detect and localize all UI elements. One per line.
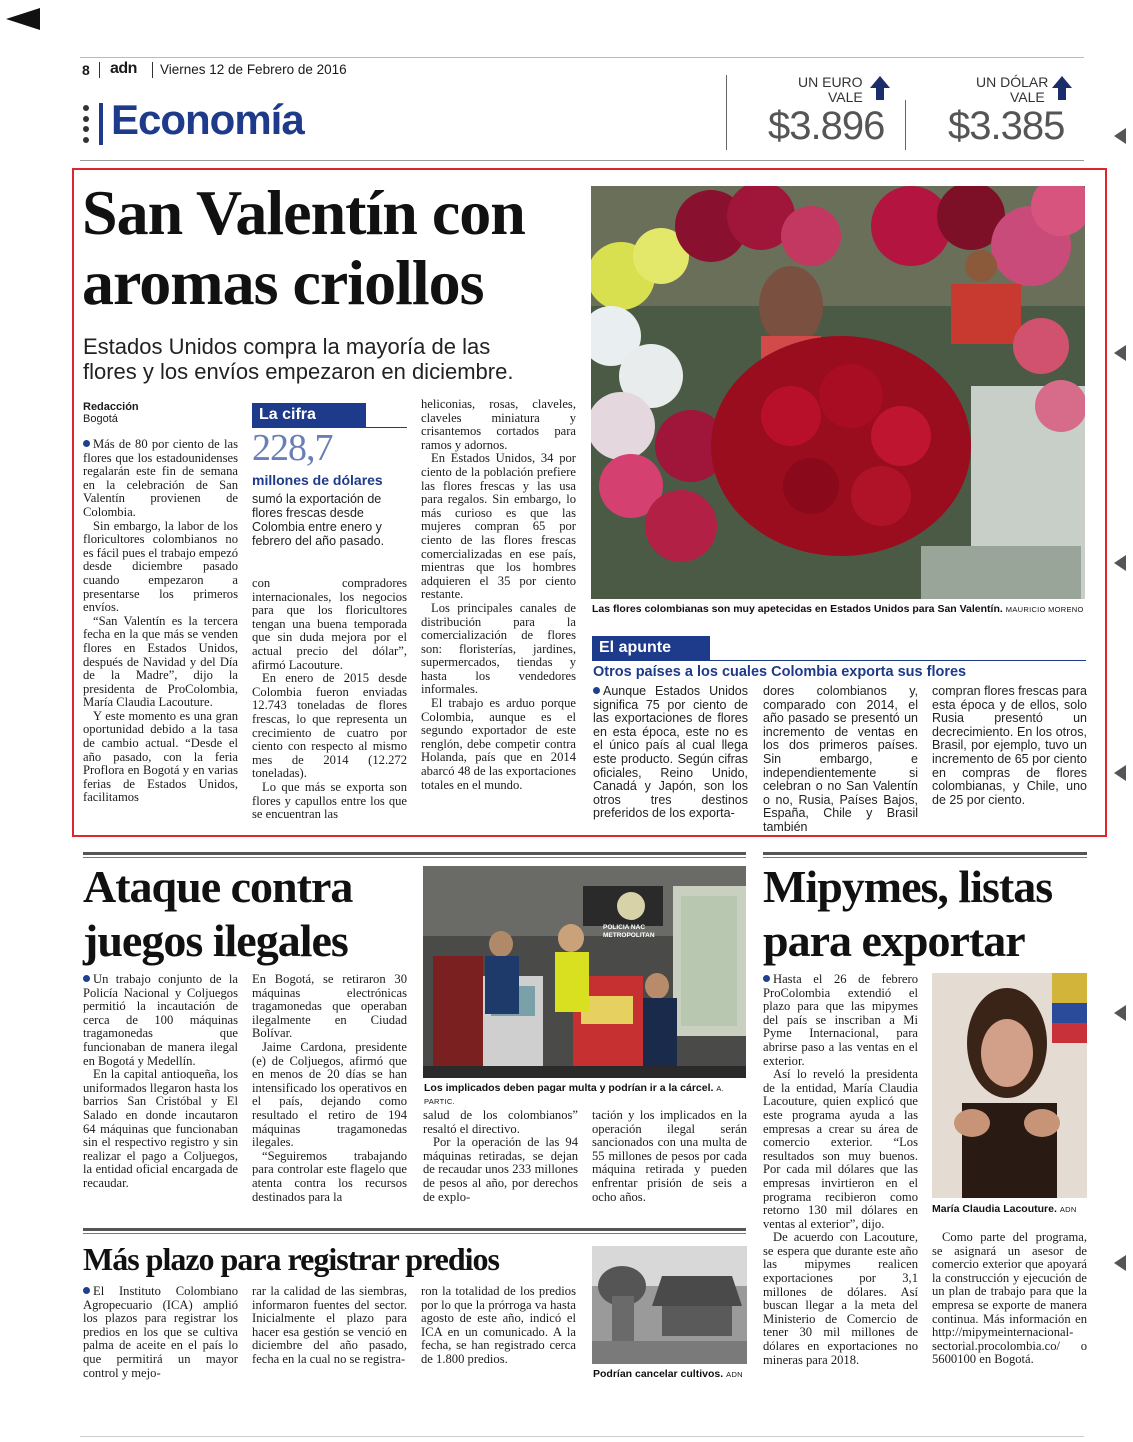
- apunte-col3: compran flores frescas para esta época y de ellos, solo Rusia presentó un decrecimiento. En los otros, Brasil, por ejemplo, tuvo un incremento de 65 por ciento en compras de flores colombianas, y Chile, uno de 25 por ciento.: [932, 684, 1087, 807]
- apunte-col2: dores colombianos y, comparado con 2014, el año pasado se presentó un incremento de ventas en los dos primeros países. Sin embargo, e independientemente si celebran o no San Valentín o no, Rusia, Países Bajos, España, Chile y Brasil también: [763, 684, 918, 834]
- euro-box: [740, 74, 908, 154]
- dolar-value: $3.385: [948, 104, 1065, 148]
- mipymes-col2: Como parte del programa, se asignará un asesor de comercio exterior que apoyará la construcción y ejecución de un plan de trabajo para que la empresa se exporte de manera continua. Más información en http://mipymeinternacional-sectorial.procolombia.co/ o 5600100 en Bogotá.: [932, 1230, 1087, 1367]
- bottom-rule: [80, 1436, 1084, 1437]
- ataque-top-rule: [83, 852, 746, 858]
- bullet-icon: [83, 440, 90, 447]
- dolar-label-vale: VALE: [1010, 89, 1045, 105]
- byline: Redacción Bogotá: [83, 401, 139, 425]
- predios-title: Más plazo para registrar predios: [83, 1241, 499, 1277]
- apunte-title: Otros países a los cuales Colombia exporta sus flores: [593, 664, 967, 680]
- section-title: Economía: [111, 96, 304, 143]
- dolar-box: [920, 74, 1088, 154]
- page-marker-icon: [1114, 345, 1126, 361]
- euro-value: $3.896: [768, 104, 885, 148]
- ataque-col2: En Bogotá, se retiraron 30 máquinas electrónicas tragamonedas que operaban ilegalmente en Ciudad Bolívar. Jaime Cardona, presidente (e) de Coljuegos, afirmó que en menos de 20 días se han intensificado los operativos en el país, dejando como resultado el retiro de 194 máquinas tragamonedas ilegales. “Seguiremos trabajando para controlar este flagelo que atenta contra los recursos destinados para la: [252, 972, 407, 1204]
- slot-machines-caption: Los implicados deben pagar multa y podrían ir a la cárcel. A. PARTIC.: [424, 1082, 725, 1106]
- predios-top-rule: [83, 1228, 746, 1234]
- page-marker-icon: [1114, 1255, 1126, 1271]
- lacouture-photo: [932, 973, 1087, 1198]
- up-arrow-icon: [870, 76, 890, 100]
- lead-col1: Más de 80 por ciento de las flores que los estadounidenses regalarán este fin de semana en la celebración de San Valentín provienen de Colombia. Sin embargo, la labor de los floricultores colombianos no es fácil pues el trabajo empezó desde diciembre pasado cuando empezaron a presentarse los primeros envíos. “San Valentín es la tercera fecha en la que más se venden flores en Estados Unidos, después de Navidad y del Día de la Madre”, dijo la presidenta de ProColombia, María Claudia Lacouture. Y este momento es una gran oportunidad debido a la tasa de cambio actual. “Desde el año pasado, con la feria Proflora en Bogotá y en varias ferias de Estados Unidos, facilitamos: [83, 437, 238, 805]
- palm-caption: Podrían cancelar cultivos. ADN: [593, 1368, 743, 1380]
- brand-logo: adn: [110, 60, 137, 77]
- cifra-text: sumó la exportación de flores frescas desde Colombia entre enero y febrero del año pasado.: [252, 492, 385, 548]
- header-bottom-rule: [80, 160, 1084, 161]
- section-bar: [99, 103, 103, 145]
- apunte-rule: [592, 660, 1086, 661]
- predios-col1: El Instituto Colombiano Agropecuario (ICA) amplió los plazos para registrar los predios en los que se cultiva palma de aceite en el país lo que permitirá un mayor control y mejo-: [83, 1284, 238, 1380]
- cifra-unit: millones de dólares: [252, 472, 383, 488]
- page-number: 8: [82, 62, 90, 78]
- lacouture-caption: María Claudia Lacouture. ADN: [932, 1203, 1077, 1215]
- page-marker-icon: [1114, 555, 1126, 571]
- lacouture-photo-art: [932, 973, 1087, 1198]
- slot-machines-photo: [423, 866, 746, 1078]
- mipymes-col1: Hasta el 26 de febrero ProColombia extendió el plazo para que las mipymes del país se inscriban a Mi Pyme Internacional, para abrirse paso a las ventas en el exterior. Así lo reveló la presidenta de la entidad, María Claudia Lacouture, quien explicó que este programa ayuda a las empresas a crear su área de comercio exterior. “Los resultados son muy buenos. Por cada mil dólares que las empresas invirtieron en el programa recibieron como retorno 130 mil dólares en ventas al exterior”, dijo. De acuerdo con Lacouture, se espera que durante este año las mipymes realicen exportaciones por 3,1 millones de dólares. Así buscan llegar a la meta del Ministerio de Comercio de tener 30 mil millones de dólares en exportaciones no mineras para 2018.: [763, 972, 918, 1367]
- police-sign: POLICIA NAC METROPOLITAN: [603, 924, 655, 939]
- ataque-col1: Un trabajo conjunto de la Policía Nacional y Coljuegos permitió la incautación de cerca de 100 máquinas tragamonedas que funcionaban de manera ilegal en Bogotá y Medellín. En la capital antioqueña, los uniformados llegaron hasta los barrios San Cristóbal y El Salado en donde incautaron 64 máquinas que funcionaban sin el respectivo registro y sin realizar el pago a Coljuegos, la entidad oficial encargada de recaudar.: [83, 972, 238, 1190]
- palm-photo: [592, 1246, 747, 1364]
- header-top-rule: [80, 57, 1084, 58]
- page-marker-icon: [1114, 128, 1126, 144]
- flowers-photo-caption: Las flores colombianas son muy apetecidas en Estados Unidos para San Valentín. MAURICIO MORENO: [592, 603, 1084, 615]
- bullet-icon: [83, 975, 90, 982]
- ataque-col4: tación y los implicados en la operación ilegal serán sancionados con una multa de 55 millones de pesos por cada máquina retirada y pueden enfrentar prisión de seis a ocho años.: [592, 1108, 747, 1204]
- ataque-col3: salud de los colombianos” resaltó el directivo. Por la operación de las 94 máquinas retiradas, se dejan de recaudar unos 233 millones de pesos al año, por derechos de explo-: [423, 1108, 578, 1204]
- back-arrow-icon[interactable]: [6, 8, 40, 30]
- lead-col2: con compradores internacionales, los negocios para que los floricultores tengan una buena temporada que sin duda mejora por el actual precio del dólar”, afirmó Lacouture. En enero de 2015 desde Colombia fueron enviadas 12.743 toneladas de flores frescas, lo que representa un crecimiento de cuatro por ciento con respecto al mismo mes de 2014 (12.272 toneladas). Lo que más se exporta son flores y capullos entre los que se encuentran las: [252, 576, 407, 822]
- cifra-number: 228,7: [252, 427, 333, 469]
- euro-label-vale: VALE: [828, 89, 863, 105]
- currency-divider: [726, 75, 727, 150]
- currency-divider: [905, 100, 906, 150]
- page-date: Viernes 12 de Febrero de 2016: [160, 62, 347, 77]
- header-divider: [99, 62, 100, 78]
- section-dots-icon: [82, 105, 90, 143]
- mipymes-title: Mipymes, listas para exportar: [763, 861, 1053, 966]
- predios-col3: ron la totalidad de los predios por lo que la prórroga va hasta agosto de este año, indicó el ICA en un comunicado. A la fecha, se han registrado cerca de 1.800 predios.: [421, 1284, 576, 1366]
- flowers-photo-art: [591, 186, 1085, 599]
- euro-label: UN EURO: [798, 74, 863, 90]
- lead-title: San Valentín con aromas criollos: [82, 177, 525, 318]
- mipymes-top-rule: [763, 852, 1087, 858]
- header-divider: [152, 62, 153, 78]
- bullet-icon: [593, 687, 600, 694]
- up-arrow-icon: [1052, 76, 1072, 100]
- bullet-icon: [763, 975, 770, 982]
- dolar-label: UN DÓLAR: [976, 74, 1049, 90]
- lead-subtitle: Estados Unidos compra la mayoría de las flores y los envíos empezaron en diciembre.: [83, 334, 514, 384]
- page-marker-icon: [1114, 765, 1126, 781]
- palm-photo-art: [592, 1246, 747, 1364]
- slot-machines-photo-art: [423, 866, 746, 1078]
- lead-col3: heliconias, rosas, claveles, claveles miniatura y crisantemos cortados para ramos y adornos. En Estados Unidos, 34 por ciento de la población prefiere las flores frescas y las usa para regalos. Sin embargo, lo más curioso es que las mujeres compran 65 por ciento de las flores frescas comercializadas en ese país, mientras que los hombres adquieren el 35 por ciento restante. Los principales canales de distribución para la comercialización de flores son: floristerías, jardines, supermercados, tiendas y hasta los vendedores informales. El trabajo es arduo porque Colombia, aunque es el segundo exportador de este renglón, debe competir contra Holanda, país que en 2014 abarcó 48 de las exportaciones totales en el mundo.: [421, 397, 576, 792]
- flowers-photo: [591, 186, 1085, 599]
- bullet-icon: [83, 1287, 90, 1294]
- predios-col2: rar la calidad de las siembras, informaron fuentes del sector. Inicialmente el plazo para hacer esa gestión se venció en diciembre del año pasado, fecha en la cual no se registra-: [252, 1284, 407, 1366]
- apunte-label: El apunte: [592, 636, 710, 660]
- page-marker-icon: [1114, 1005, 1126, 1021]
- apunte-col1: Aunque Estados Unidos significa 75 por ciento de las exportaciones de flores en esta época, este no es el único país al cual llega este producto. Según cifras oficiales, Reino Unido, Canadá y Japón, son los otros tres destinos preferidos de los exporta-: [593, 684, 748, 821]
- ataque-title: Ataque contra juegos ilegales: [83, 861, 353, 966]
- cifra-label: La cifra: [252, 403, 366, 427]
